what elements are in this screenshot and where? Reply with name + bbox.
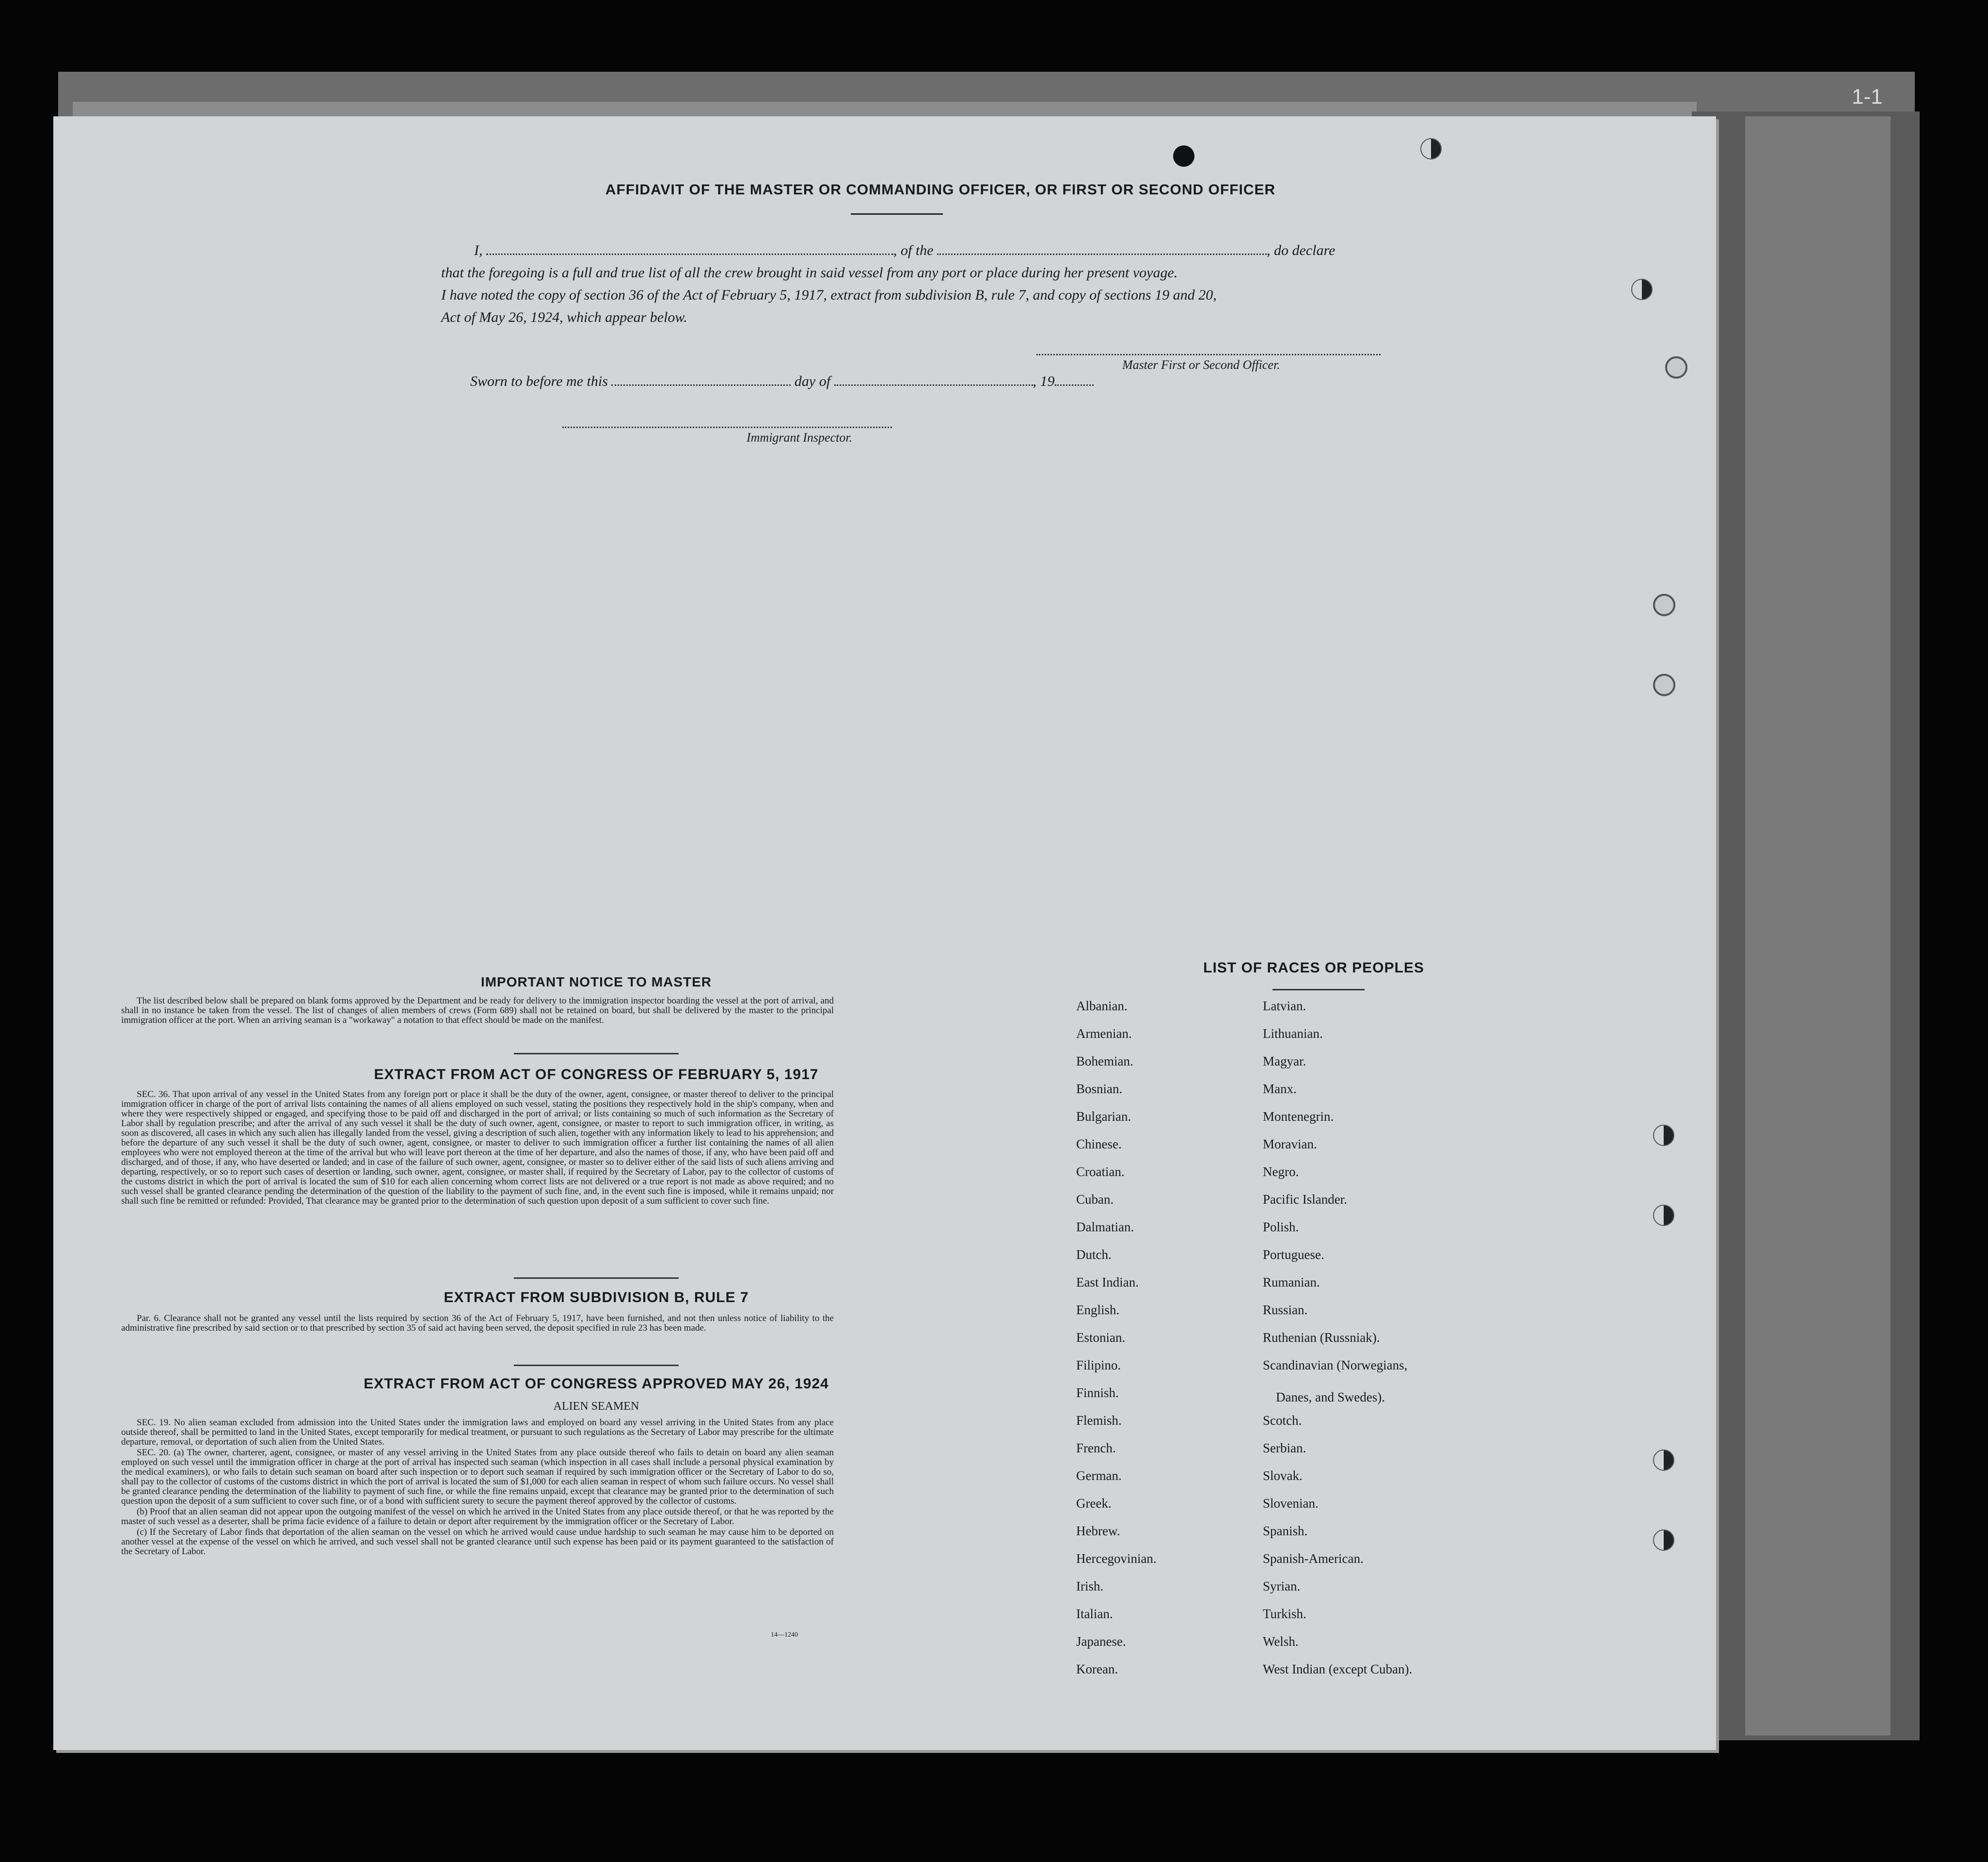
extract-1924-title: EXTRACT FROM ACT OF CONGRESS APPROVED MAY 26, 1924 — [364, 1376, 829, 1392]
extract-1917-title: EXTRACT FROM ACT OF CONGRESS OF FEBRUARY 5, 1917 — [374, 1066, 819, 1082]
notice-text: The list described below shall be prepared on blank forms approved by the Department and be ready for delivery to the immigration inspector boarding the vessel at the port of arrival, and shall in no instance be taken from the vessel. The list of changes of alien members of crews (Form 689) shall not be retained on board, but shall be delivered by the master to the principal immigration officer at the port. When an arriving seaman is a "workaway" a notation to that effect should be made on the manifest. — [121, 996, 834, 1025]
race-item: Irish. — [1076, 1579, 1104, 1593]
divider — [514, 1365, 679, 1366]
inspector-signature-label: Immigrant Inspector. — [747, 430, 853, 445]
vessel-blank[interactable] — [937, 243, 1267, 255]
race-item: Armenian. — [1076, 1026, 1132, 1041]
race-item: Russian. — [1263, 1303, 1308, 1317]
race-item: Syrian. — [1263, 1579, 1301, 1593]
affidavit-text: that the foregoing is a full and true list of all the crew brought in said vessel from any port or place during her present voyage. — [441, 265, 1178, 281]
affidavit-text: I have noted the copy of section 36 of the Act of February 5, 1917, extract from subdivision B, rule 7, and copy of sections 19 and 20, — [441, 287, 1217, 303]
race-item: Serbian. — [1263, 1441, 1306, 1455]
race-item: Filipino. — [1076, 1358, 1121, 1372]
punch-hole — [1420, 138, 1442, 159]
race-item: Japanese. — [1076, 1634, 1126, 1649]
master-signature-label: Master First or Second Officer. — [1122, 358, 1280, 372]
race-item: Italian. — [1076, 1607, 1113, 1621]
sworn-month-blank[interactable] — [834, 374, 1033, 386]
punch-hole — [1653, 1449, 1674, 1471]
race-item: Dalmatian. — [1076, 1220, 1134, 1234]
race-item-continuation: Danes, and Swedes). — [1276, 1390, 1385, 1404]
race-item: Negro. — [1263, 1164, 1299, 1179]
race-item: Slovak. — [1263, 1468, 1303, 1483]
race-item: Hercegovinian. — [1076, 1551, 1157, 1566]
divider — [1272, 989, 1365, 990]
divider — [514, 1277, 679, 1279]
alien-seamen-subtitle: ALIEN SEAMEN — [553, 1400, 639, 1413]
race-item: Lithuanian. — [1263, 1026, 1323, 1041]
race-item: Bohemian. — [1076, 1054, 1133, 1068]
sworn-line: Sworn to before me this day of , 19 — [470, 373, 1094, 390]
race-item: Scandinavian (Norwegians, — [1263, 1358, 1408, 1372]
race-item: Spanish-American. — [1263, 1551, 1364, 1566]
extract-1924-text: SEC. 19. No alien seaman excluded from admission into the United States under the immigration laws and employed on board any vessel arriving in the United States from any place outside thereof, shall be permitted to land in the United States, except temporarily for medical treatment, or pursuant to such regulations as the Secretary of Labor may prescribe for the ultimate departure, removal, or deportation of such alien from the United States. SEC. 20. (a) The owner, charterer, agent, consignee, or master of any vessel arriving in the United States from any place outside thereof who fails to detain on board any alien seaman employed on such vessel until the immigration officer in charge at the port of arrival has inspected such seaman (which inspection in all cases shall include a personal physical examination by the medical examiners), or who fails to detain such seaman on board after such inspection or to deport such seaman if required by such immigration officer or the Secretary of Labor to do so, shall pay to the collector of customs of the customs district in which the port of arrival is located the sum of $1,000 for each alien seaman in respect of whom such failure occurs. No vessel shall be granted clearance pending the determination of the liability to payment of such fine, or while the fine remains unpaid, except that clearance may be granted prior to the determination of such question upon the deposit of a sum sufficient to cover such fine, or of a bond with sufficient surety to secure the payment thereof approved by the collector of customs. (b) Proof that an alien seaman did not appear upon the outgoing manifest of the vessel on which he arrived in the United States from any place outside thereof, or that he was reported by the master of such vessel as a deserter, shall be prima facie evidence of a failure to detain or deport after requirement by the immigration officer or the Secretary of Labor. (c) If the Secretary of Labor finds that deportation of the alien seaman on the vessel on which he arrived would cause undue hardship to such seaman he may cause him to be deported on another vessel at the expense of the vessel on which he arrived, and such vessel shall not be granted clearance until such expense has been paid or its payment guaranteed to the satisfaction of the Secretary of Labor. — [121, 1417, 834, 1557]
punch-hole — [1665, 356, 1687, 379]
race-item: Cuban. — [1076, 1192, 1114, 1207]
race-item: Pacific Islander. — [1263, 1192, 1347, 1207]
punch-hole — [1173, 145, 1194, 167]
race-item: Welsh. — [1263, 1634, 1299, 1649]
race-item: West Indian (except Cuban). — [1263, 1662, 1413, 1676]
race-item: English. — [1076, 1303, 1120, 1317]
subdivision-b-text: Par. 6. Clearance shall not be granted any vessel until the lists required by section 36 of the Act of February 5, 1917, have been furnished, and not then unless notice of liability to the administrative fine prescribed by said section or to that prescribed by section 35 of said act having been served, the deposit specified in rule 23 has been made. — [121, 1313, 834, 1333]
name-blank[interactable] — [486, 243, 893, 255]
corner-mark: 1-1 — [1852, 85, 1883, 109]
races-title: LIST OF RACES OR PEOPLES — [1203, 960, 1424, 976]
background-sheet — [1745, 116, 1891, 1735]
race-item: Slovenian. — [1263, 1496, 1319, 1511]
race-item: Portuguese. — [1263, 1247, 1324, 1262]
race-item: Rumanian. — [1263, 1275, 1320, 1289]
affidavit-declaration: I, , of the , do declare — [474, 242, 1336, 258]
race-item: Manx. — [1263, 1082, 1297, 1096]
sworn-year-blank[interactable] — [1055, 374, 1094, 386]
race-item: Bulgarian. — [1076, 1109, 1131, 1124]
affidavit-title: AFFIDAVIT OF THE MASTER OR COMMANDING OFFICER, OR FIRST OR SECOND OFFICER — [605, 182, 1276, 198]
race-item: Greek. — [1076, 1496, 1112, 1511]
document-sheet — [53, 116, 1716, 1750]
subdivision-b-title: EXTRACT FROM SUBDIVISION B, RULE 7 — [444, 1289, 749, 1305]
race-item: Flemish. — [1076, 1413, 1122, 1428]
form-number: 14—1240 — [771, 1631, 798, 1639]
extract-1917-text: SEC. 36. That upon arrival of any vessel in the United States from any foreign port or place it shall be the duty of the owner, agent, consignee, or master thereof to deliver to the principal immigration officer in charge of the port of arrival lists containing the names of all aliens employed on such vessel, stating the positions they respectively hold in the ship's company, when and where they were respectively shipped or engaged, and specifying those to be paid off and discharged in the port of arrival; or lists containing so much of such information as the Secretary of Labor shall by regulation prescribe; and after the arrival of any such vessel it shall be the duty of such owner, agent, consignee, or master to report to such immigration officer, in writing, as soon as discovered, all cases in which any such alien has illegally landed from the vessel, giving a description of such alien, together with any information likely to lead to his apprehension; and before the departure of any such vessel it shall be the duty of such owner, agent, consignee, or master to deliver to such immigration officer a further list containing the names of all alien employees who were not employed thereon at the time of the arrival but who will leave port thereon at the time of her departure, and also the names of those, if any, who have been paid off and discharged, and of those, if any, who have deserted or landed; and in case of the failure of such owner, agent, consignee, or master so to deliver either of the said lists of such aliens arriving and departing, respectively, or so to report such cases of desertion or landing, such owner, agent, consignee, or master shall, if required by the Secretary of Labor, pay to the collector of customs of the customs district in which the port of arrival is located the sum of $10 for each alien concerning whom correct lists are not delivered or a true report is not made as above required; and no such vessel shall be granted clearance pending the determination of the question of the liability to the payment of such fine, and, in the event such fine is imposed, while it remains unpaid; nor shall such fine be remitted or refunded: Provided, That clearance may be granted prior to the determination of such question upon deposit of a sum sufficient to cover such fine. — [121, 1089, 834, 1206]
race-item: Bosnian. — [1076, 1082, 1123, 1096]
punch-hole — [1653, 1205, 1674, 1226]
race-item: Polish. — [1263, 1220, 1299, 1234]
race-item: Scotch. — [1263, 1413, 1302, 1428]
notice-title: IMPORTANT NOTICE TO MASTER — [480, 974, 712, 989]
race-item: Estonian. — [1076, 1330, 1126, 1345]
race-item: Turkish. — [1263, 1607, 1306, 1621]
race-item: Spanish. — [1263, 1524, 1308, 1538]
race-item: French. — [1076, 1441, 1116, 1455]
race-item: East Indian. — [1076, 1275, 1139, 1289]
race-item: Korean. — [1076, 1662, 1118, 1676]
divider — [851, 213, 943, 215]
punch-hole — [1653, 594, 1675, 616]
sworn-day-blank[interactable] — [611, 374, 791, 386]
race-item: Moravian. — [1263, 1137, 1317, 1151]
race-item: Ruthenian (Russniak). — [1263, 1330, 1380, 1345]
race-item: Albanian. — [1076, 999, 1128, 1013]
race-item: Croatian. — [1076, 1164, 1125, 1179]
punch-hole — [1631, 279, 1653, 300]
race-item: Montenegrin. — [1263, 1109, 1334, 1124]
race-item: Hebrew. — [1076, 1524, 1120, 1538]
race-item: Finnish. — [1076, 1385, 1119, 1400]
affidavit-text: Act of May 26, 1924, which appear below. — [441, 309, 687, 325]
inspector-signature-line[interactable] — [562, 427, 892, 428]
race-item: Dutch. — [1076, 1247, 1112, 1262]
race-item: Magyar. — [1263, 1054, 1306, 1068]
divider — [514, 1053, 679, 1054]
master-signature-line[interactable] — [1036, 354, 1381, 355]
race-item: German. — [1076, 1468, 1122, 1483]
punch-hole — [1653, 1529, 1674, 1551]
punch-hole — [1653, 674, 1675, 696]
race-item: Chinese. — [1076, 1137, 1122, 1151]
race-item: Latvian. — [1263, 999, 1306, 1013]
punch-hole — [1653, 1125, 1674, 1146]
